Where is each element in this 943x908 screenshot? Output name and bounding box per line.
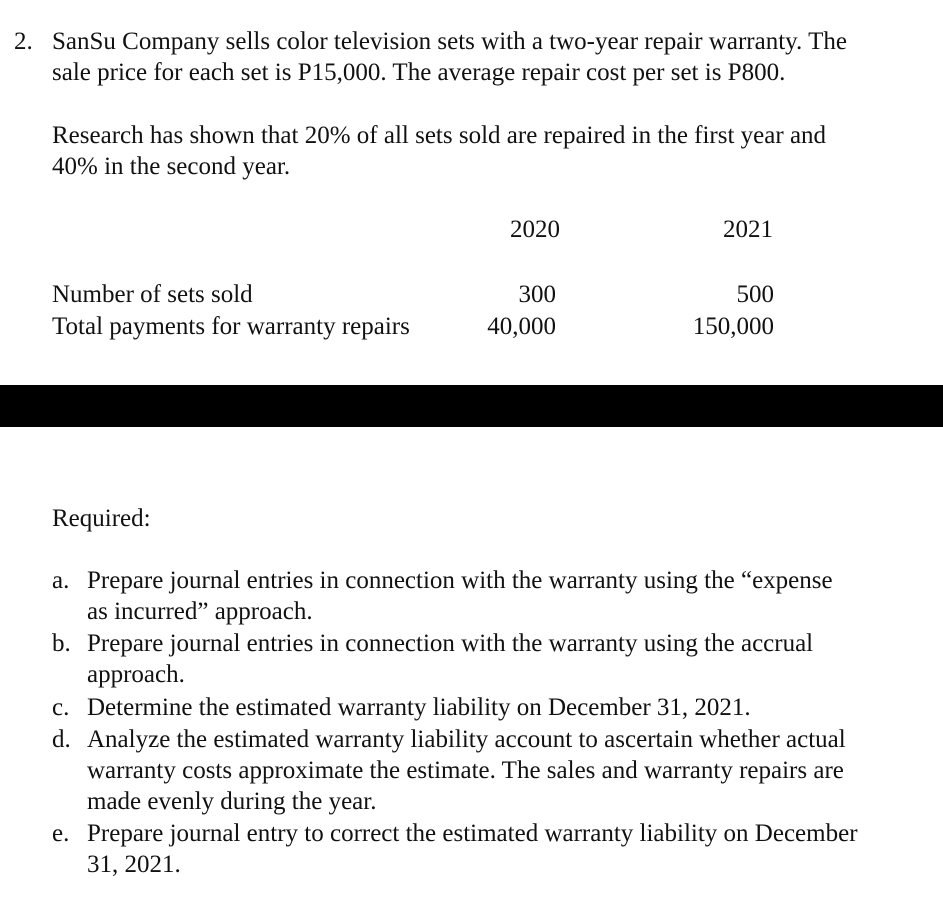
year-header-2020: 2020 — [510, 216, 560, 243]
research-line: 40% in the second year. — [52, 153, 291, 180]
research-paragraph — [52, 120, 826, 182]
requirement-line: Determine the estimated warranty liability on December 31, 2021. — [87, 694, 751, 721]
requirement-letter: a. — [52, 567, 70, 594]
question-line: SanSu Company sells color television sets with a two-year repair warranty. The — [52, 28, 847, 55]
requirement-letter: b. — [52, 630, 71, 657]
cell-sets-sold-2020: 300 — [518, 281, 556, 308]
redaction-bar — [0, 385, 943, 427]
requirement-letter: c. — [52, 694, 70, 721]
row-label-sets-sold: Number of sets sold — [52, 281, 253, 308]
requirement-letter: d. — [52, 726, 71, 753]
required-heading: Required: — [52, 505, 151, 532]
requirement-line: 31, 2021. — [87, 851, 181, 878]
question-number: 2. — [14, 28, 33, 55]
question-statement — [52, 26, 937, 88]
cell-sets-sold-2021: 500 — [736, 281, 774, 308]
requirement-line: approach. — [87, 661, 185, 688]
row-label-warranty-payments: Total payments for warranty repairs — [52, 313, 410, 340]
cell-warranty-payments-2020: 40,000 — [487, 313, 556, 340]
requirement-line: made evenly during the year. — [87, 788, 377, 815]
requirement-line: as incurred” approach. — [87, 598, 313, 625]
requirement-line: Analyze the estimated warranty liability account to ascertain whether actual — [87, 726, 846, 753]
research-line: Research has shown that 20% of all sets sold are repaired in the first year and — [52, 122, 827, 149]
requirement-line: Prepare journal entries in connection with the warranty using the accrual — [87, 630, 814, 657]
requirement-line: Prepare journal entries in connection with the warranty using the “expense — [87, 567, 833, 594]
cell-warranty-payments-2021: 150,000 — [692, 313, 774, 340]
requirement-letter: e. — [52, 820, 70, 847]
year-header-2021: 2021 — [723, 216, 773, 243]
requirement-line: warranty costs approximate the estimate. The sales and warranty repairs are — [87, 757, 844, 784]
question-line: sale price for each set is P15,000. The average repair cost per set is P800. — [52, 59, 786, 86]
requirement-line: Prepare journal entry to correct the estimated warranty liability on December — [87, 820, 858, 847]
